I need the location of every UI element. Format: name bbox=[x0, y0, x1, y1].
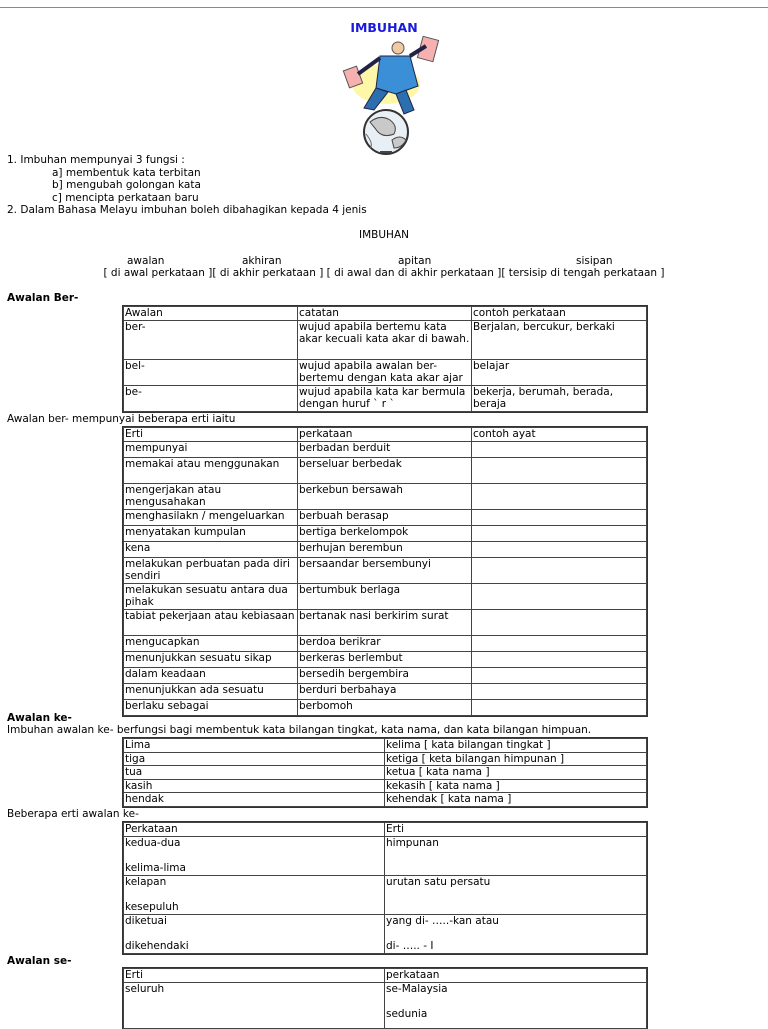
imbuhan-label: IMBUHAN bbox=[359, 229, 409, 241]
table-cell bbox=[472, 683, 647, 699]
table-cell bbox=[124, 982, 385, 1028]
table-cell: berbadan berduit bbox=[298, 441, 472, 457]
table-cell: berbomoh bbox=[298, 699, 472, 715]
table-cell bbox=[472, 557, 647, 583]
cell-line: yang di- …..-kan atau bbox=[386, 914, 499, 927]
table-cell: menghasilakn / mengeluarkan bbox=[124, 509, 298, 525]
table-cell: Perkataan bbox=[124, 823, 385, 837]
cell-gap bbox=[125, 888, 383, 901]
table-row bbox=[124, 823, 647, 837]
table-cell: menyatakan kumpulan bbox=[124, 525, 298, 541]
table-cell bbox=[472, 635, 647, 651]
table-cell: tabiat pekerjaan atau kebiasaan bbox=[124, 609, 298, 635]
table-cell bbox=[472, 457, 647, 483]
table-cell: contoh ayat bbox=[472, 428, 647, 442]
table-row bbox=[124, 982, 647, 1028]
table-cell: berdoa berikrar bbox=[298, 635, 472, 651]
intro-line: 2. Dalam Bahasa Melayu imbuhan boleh dibahagikan kepada 4 jenis bbox=[7, 204, 367, 216]
type-sisipan: sisipan bbox=[576, 255, 613, 267]
table-cell: bekerja, berumah, berada, beraja bbox=[472, 385, 647, 411]
table-cell: perkataan bbox=[385, 969, 647, 983]
table-cell bbox=[472, 583, 647, 609]
table-cell bbox=[472, 699, 647, 715]
table-cell: tiga bbox=[124, 752, 385, 766]
cell-line: kedua-dua bbox=[125, 836, 181, 849]
table-cell bbox=[472, 509, 647, 525]
table-row bbox=[124, 683, 647, 699]
table-cell: melakukan sesuatu antara dua pihak bbox=[124, 583, 298, 609]
table-row bbox=[124, 541, 647, 557]
intro-line: 1. Imbuhan mempunyai 3 fungsi : bbox=[7, 154, 185, 166]
table-row bbox=[124, 875, 647, 914]
page-title: IMBUHAN bbox=[350, 20, 418, 35]
table-row bbox=[124, 969, 647, 983]
table-row bbox=[124, 307, 647, 321]
table-cell: wujud apabila awalan ber- bertemu dengan kata akar ajar bbox=[298, 359, 472, 385]
cell-gap bbox=[386, 995, 645, 1008]
types-description: [ di awal perkataan ][ di akhir perkataan ] [ di awal dan di akhir perkataan ][ tersisip di tengah perkataan ] bbox=[103, 267, 665, 279]
table-cell: contoh perkataan bbox=[472, 307, 647, 321]
table-cell: bertiga berkelompok bbox=[298, 525, 472, 541]
ber-table bbox=[123, 306, 647, 412]
table-cell: ber- bbox=[124, 320, 298, 359]
table-cell bbox=[472, 609, 647, 635]
table-cell: bersaandar bersembunyi bbox=[298, 557, 472, 583]
table-cell: kelima [ kata bilangan tingkat ] bbox=[385, 739, 647, 753]
table-cell bbox=[472, 651, 647, 667]
table-cell: Erti bbox=[124, 969, 385, 983]
cell-line: kelapan bbox=[125, 875, 167, 888]
table-cell bbox=[385, 982, 647, 1028]
se-table bbox=[123, 968, 647, 1029]
table-row bbox=[124, 609, 647, 635]
table-cell: mengucapkan bbox=[124, 635, 298, 651]
table-row bbox=[124, 557, 647, 583]
cell-line: diketuai bbox=[125, 914, 167, 927]
table-cell: Lima bbox=[124, 739, 385, 753]
cell-line: kesepuluh bbox=[125, 900, 179, 913]
cell-line: urutan satu persatu bbox=[386, 875, 491, 888]
table-cell: wujud apabila kata kar bermula dengan huruf ` r ` bbox=[298, 385, 472, 411]
cell-line: himpunan bbox=[386, 836, 439, 849]
table-cell: bel- bbox=[124, 359, 298, 385]
table-cell bbox=[472, 525, 647, 541]
table-cell: berkeras berlembut bbox=[298, 651, 472, 667]
table-row bbox=[124, 699, 647, 715]
table-cell: wujud apabila bertemu kata akar kecuali kata akar di bawah. bbox=[298, 320, 472, 359]
table-cell: Erti bbox=[385, 823, 647, 837]
table-cell bbox=[385, 836, 647, 875]
cell-gap bbox=[386, 849, 645, 862]
top-rule bbox=[0, 7, 768, 8]
table-cell bbox=[472, 483, 647, 509]
intro-line: a] membentuk kata terbitan bbox=[52, 166, 201, 179]
table-cell: perkataan bbox=[298, 428, 472, 442]
intro-line: b] mengubah golongan kata bbox=[52, 179, 201, 191]
cell-gap bbox=[125, 995, 383, 1008]
table-cell bbox=[472, 667, 647, 683]
table-cell: tua bbox=[124, 766, 385, 780]
section-heading: Awalan se- bbox=[7, 955, 72, 967]
table-cell: mempunyai bbox=[124, 441, 298, 457]
table-cell: be- bbox=[124, 385, 298, 411]
table-row bbox=[124, 583, 647, 609]
table-cell bbox=[472, 441, 647, 457]
cartoon-man-on-globe-image bbox=[340, 34, 440, 156]
table-row bbox=[124, 739, 647, 753]
table-cell: Awalan bbox=[124, 307, 298, 321]
table-row bbox=[124, 457, 647, 483]
table-row bbox=[124, 483, 647, 509]
cell-line: dikehendaki bbox=[125, 939, 189, 952]
table-cell: kehendak [ kata nama ] bbox=[385, 793, 647, 807]
table-cell: melakukan perbuatan pada diri sendiri bbox=[124, 557, 298, 583]
table-cell bbox=[385, 914, 647, 953]
table-row bbox=[124, 914, 647, 953]
erti-ke-line: Beberapa erti awalan ke- bbox=[7, 808, 139, 820]
table-row bbox=[124, 836, 647, 875]
table-row bbox=[124, 525, 647, 541]
table-cell bbox=[124, 914, 385, 953]
table-cell: ketiga [ keta bilangan himpunan ] bbox=[385, 752, 647, 766]
type-apitan: apitan bbox=[398, 255, 432, 267]
table-row bbox=[124, 509, 647, 525]
table-cell: berduri berbahaya bbox=[298, 683, 472, 699]
table-row bbox=[124, 651, 647, 667]
cell-gap bbox=[386, 927, 645, 940]
table-cell: bertumbuk berlaga bbox=[298, 583, 472, 609]
section-heading: Awalan Ber- bbox=[7, 292, 79, 304]
table-cell: dalam keadaan bbox=[124, 667, 298, 683]
cell-line: se-Malaysia bbox=[386, 982, 448, 995]
table-row bbox=[124, 779, 647, 793]
cell-line: seluruh bbox=[125, 982, 165, 995]
intro-line: c] mencipta perkataan baru bbox=[52, 191, 199, 204]
ke-table bbox=[123, 738, 647, 807]
ber-erti-table bbox=[123, 427, 647, 716]
table-row bbox=[124, 428, 647, 442]
table-cell: berlaku sebagai bbox=[124, 699, 298, 715]
table-cell: hendak bbox=[124, 793, 385, 807]
table-cell: kasih bbox=[124, 779, 385, 793]
table-row bbox=[124, 320, 647, 359]
cell-gap bbox=[386, 888, 645, 901]
cell-gap bbox=[125, 927, 383, 940]
table-cell: berkebun bersawah bbox=[298, 483, 472, 509]
cell-line: sedunia bbox=[386, 1007, 428, 1020]
section-heading: Awalan ke- bbox=[7, 712, 72, 724]
table-cell bbox=[472, 541, 647, 557]
table-row bbox=[124, 441, 647, 457]
table-cell: Erti bbox=[124, 428, 298, 442]
table-cell: kena bbox=[124, 541, 298, 557]
table-cell: menunjukkan ada sesuatu bbox=[124, 683, 298, 699]
table-cell: kekasih [ kata nama ] bbox=[385, 779, 647, 793]
table-cell: catatan bbox=[298, 307, 472, 321]
table-cell: berbuah berasap bbox=[298, 509, 472, 525]
table-cell: mengerjakan atau mengusahakan bbox=[124, 483, 298, 509]
table-cell: Berjalan, bercukur, berkaki bbox=[472, 320, 647, 359]
table-cell: menunjukkan sesuatu sikap bbox=[124, 651, 298, 667]
table-row bbox=[124, 667, 647, 683]
table-row bbox=[124, 359, 647, 385]
table-row bbox=[124, 793, 647, 807]
table-row bbox=[124, 752, 647, 766]
type-awalan: awalan bbox=[127, 255, 165, 267]
table-cell: berhujan berembun bbox=[298, 541, 472, 557]
table-cell: bersedih bergembira bbox=[298, 667, 472, 683]
ke-erti-table bbox=[123, 822, 647, 954]
type-akhiran: akhiran bbox=[242, 255, 282, 267]
table-cell: ketua [ kata nama ] bbox=[385, 766, 647, 780]
table-cell: bertanak nasi berkirim surat bbox=[298, 609, 472, 635]
erti-line: Awalan ber- mempunyai beberapa erti iaitu bbox=[7, 413, 236, 425]
table-row bbox=[124, 766, 647, 780]
ke-line: Imbuhan awalan ke- berfungsi bagi membentuk kata bilangan tingkat, kata nama, dan kata bilangan himpuan. bbox=[7, 724, 592, 736]
table-cell: berseluar berbedak bbox=[298, 457, 472, 483]
cell-line: di- ….. - I bbox=[386, 939, 434, 952]
table-row bbox=[124, 635, 647, 651]
cell-line: kelima-lima bbox=[125, 861, 186, 874]
intro-list bbox=[7, 154, 367, 217]
cell-gap bbox=[125, 849, 383, 862]
table-cell: belajar bbox=[472, 359, 647, 385]
table-row bbox=[124, 385, 647, 411]
table-cell bbox=[385, 875, 647, 914]
table-cell: memakai atau menggunakan bbox=[124, 457, 298, 483]
table-cell bbox=[124, 836, 385, 875]
table-cell bbox=[124, 875, 385, 914]
